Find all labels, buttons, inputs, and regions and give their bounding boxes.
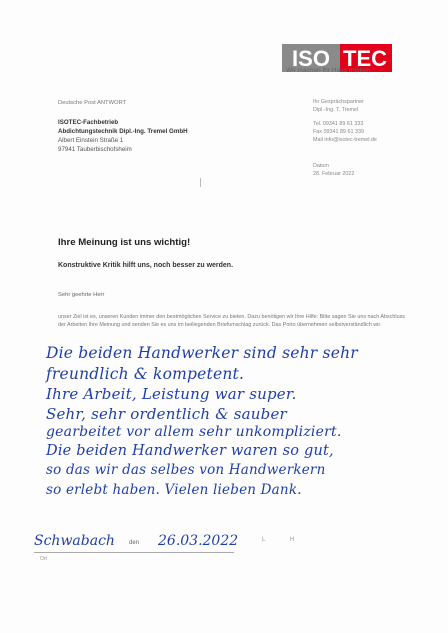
- signature-connector: den: [129, 540, 140, 546]
- logo-tagline: Wir machen Ihr Haus trocken: [286, 67, 371, 74]
- handwriting-line-6: Die beiden Handwerker waren so gut,: [46, 443, 334, 459]
- signature-line: [34, 552, 234, 553]
- signature-mark-1: L: [262, 537, 266, 543]
- handwriting-line-8: so erlebt haben. Vielen lieben Dank.: [46, 482, 302, 498]
- salutation: Sehr geehrte Herr: [58, 292, 105, 298]
- address-line-1: ISOTEC-Fachbetrieb: [58, 119, 119, 126]
- logo-text-right: TEC: [343, 46, 387, 71]
- signature-mark-2: H: [290, 537, 295, 543]
- handwriting-line-4: Sehr, sehr ordentlich & sauber: [46, 405, 287, 423]
- subheadline: Konstruktive Kritik hilft uns, noch besser zu werden.: [58, 262, 234, 269]
- date-value: 28. Februar 2022: [313, 171, 355, 177]
- signature-place: Schwabach: [34, 533, 115, 549]
- address-line-4: 97941 Tauberbischofsheim: [58, 146, 132, 153]
- page-title: Ihre Meinung ist uns wichtig!: [58, 237, 191, 248]
- handwriting-line-1: Die beiden Handwerker sind sehr sehr: [46, 344, 358, 362]
- contact-fax: Fax 09341 89 61 339: [313, 129, 364, 135]
- address-line-3: Albert Einstein Straße 1: [58, 137, 124, 144]
- handwriting-line-3: Ihre Arbeit, Leistung war super.: [46, 385, 297, 403]
- handwriting-line-5: gearbeitet vor allem sehr unkompliziert.: [46, 424, 342, 440]
- handwriting-line-7: so das wir das selbes von Handwerkern: [46, 462, 326, 478]
- contact-line-1: Ihr Gesprächspartner: [313, 99, 364, 105]
- signature-date: 26.03.2022: [158, 533, 239, 549]
- contact-line-2: Dipl.-Ing. T. Tremel: [313, 107, 359, 113]
- handwriting-line-2: freundlich & kompetent.: [46, 365, 245, 383]
- intro-paragraph: unser Ziel ist es, unseren Kunden immer den bestmöglichen Service zu bieten. Dazu benötigen wir Ihre Hilfe: Bitte sagen Sie uns nach Abschluss der Arbeiten Ihre Meinung und senden Sie es uns im beiliegenden Briefumschlag zurück. Das Porto übernehmen selbstverständlich wir.: [58, 314, 405, 328]
- sender-line: Deutsche Post ANTWORT: [58, 100, 127, 106]
- recipient-address: [58, 118, 188, 154]
- address-line-2: Abdichtungstechnik Dipl.-Ing. Tremel GmbH: [58, 128, 188, 135]
- date-label: Datum: [313, 163, 329, 169]
- logo-text-left: ISO: [292, 46, 330, 71]
- fold-mark: [200, 178, 201, 187]
- contact-phone: Tel. 09341 89 61 333: [313, 121, 364, 127]
- signature-ort-label: Ort: [40, 556, 47, 562]
- contact-block: [313, 98, 377, 144]
- contact-mail: Mail info@isotec-tremel.de: [313, 137, 377, 143]
